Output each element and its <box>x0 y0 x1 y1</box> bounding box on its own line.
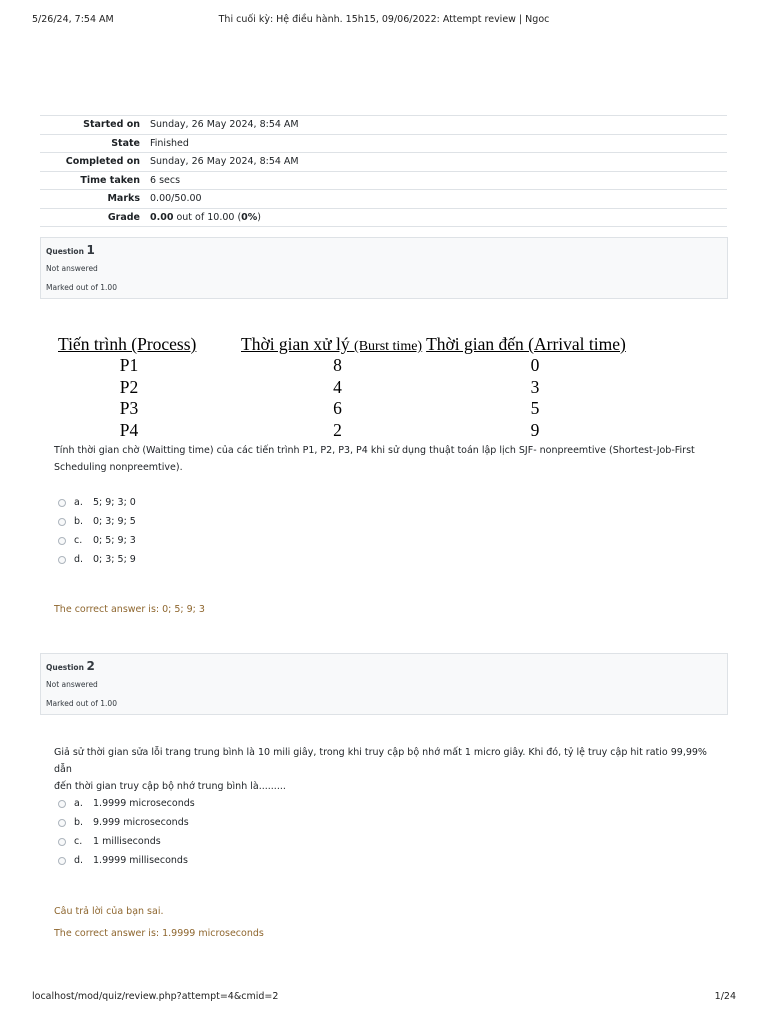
process-name: P1 <box>119 355 139 376</box>
radio-button[interactable] <box>58 556 66 564</box>
question-state: Not answered <box>46 264 98 273</box>
correct-answer-feedback: The correct answer is: 0; 5; 9; 3 <box>54 604 205 615</box>
process-name: P2 <box>119 376 139 397</box>
summary-row-grade <box>40 208 727 227</box>
option-text: 9.999 microseconds <box>93 817 189 828</box>
summary-label: Started on <box>83 119 140 131</box>
radio-button[interactable] <box>58 537 66 545</box>
arrival-time: 5 <box>530 398 540 419</box>
answer-option[interactable] <box>58 550 136 569</box>
grade-end: ) <box>257 211 262 223</box>
option-text: 0; 3; 5; 9 <box>93 554 136 565</box>
grade-value: 0.00 <box>150 211 174 223</box>
option-letter: a. <box>74 798 83 809</box>
summary-label: Time taken <box>80 174 140 186</box>
header-process: Tiến trình (Process) <box>58 334 197 354</box>
radio-button[interactable] <box>58 838 66 846</box>
option-text: 1.9999 milliseconds <box>93 855 188 866</box>
question-text-line: Giả sử thời gian sửa lỗi trang trung bình là 10 mili giây, trong khi truy cập bộ nhớ mất 1 micro giây. Khi đó, tỷ lệ truy cập hit ratio 99,99% dẫn <box>54 747 707 775</box>
option-letter: a. <box>74 497 83 508</box>
process-row <box>58 377 643 399</box>
process-table <box>58 330 643 441</box>
question-2-options <box>58 794 195 870</box>
process-row <box>58 398 643 420</box>
answer-option[interactable] <box>58 832 195 851</box>
question-number <box>46 659 722 673</box>
summary-label: Completed on <box>65 156 140 168</box>
option-letter: c. <box>74 535 83 546</box>
answer-option[interactable] <box>58 512 136 531</box>
question-number-value: 2 <box>86 659 95 673</box>
summary-row-started <box>40 116 727 135</box>
question-state: Not answered <box>46 680 98 689</box>
question-1-text <box>54 442 714 476</box>
summary-row-marks <box>40 190 727 209</box>
summary-row-state <box>40 134 727 153</box>
summary-label: Marks <box>107 193 140 205</box>
option-text: 0; 5; 9; 3 <box>93 535 136 546</box>
question-marked-out-of: Marked out of 1.00 <box>46 699 117 708</box>
option-letter: d. <box>74 554 84 565</box>
summary-value <box>150 208 727 227</box>
summary-value: Sunday, 26 May 2024, 8:54 AM <box>150 119 299 131</box>
option-letter: b. <box>74 817 84 828</box>
burst-time: 8 <box>333 355 342 376</box>
summary-row-time-taken <box>40 171 727 190</box>
summary-row-completed <box>40 153 727 172</box>
header-burst-en: (Burst time) <box>354 339 423 354</box>
process-name: P4 <box>119 419 139 440</box>
option-text: 1.9999 microseconds <box>93 798 195 809</box>
question-number <box>46 243 722 257</box>
print-page-title: Thi cuối kỳ: Hệ điều hành. 15h15, 09/06/2022: Attempt review | Ngoc <box>218 14 550 25</box>
answer-option[interactable] <box>58 813 195 832</box>
print-header <box>32 14 736 25</box>
header-burst-vi: Thời gian xử lý <box>241 334 350 354</box>
radio-button[interactable] <box>58 857 66 865</box>
answer-option[interactable] <box>58 794 195 813</box>
burst-time: 2 <box>333 419 342 440</box>
question-2-info <box>40 653 728 715</box>
summary-value: 0.00/50.00 <box>150 193 202 205</box>
burst-time: 6 <box>333 398 342 419</box>
radio-button[interactable] <box>58 518 66 526</box>
arrival-time: 9 <box>530 419 540 440</box>
summary-value: Sunday, 26 May 2024, 8:54 AM <box>150 156 299 168</box>
arrival-time: 3 <box>530 376 540 397</box>
question-number-value: 1 <box>86 243 95 257</box>
print-url: localhost/mod/quiz/review.php?attempt=4&cmid=2 <box>32 991 279 1002</box>
question-1-info <box>40 237 728 299</box>
question-2-text <box>54 744 714 795</box>
attempt-summary-table <box>40 115 727 227</box>
summary-value: Finished <box>150 137 189 149</box>
question-1-options <box>58 493 136 569</box>
question-word: Question <box>46 247 84 256</box>
radio-button[interactable] <box>58 800 66 808</box>
summary-label: State <box>111 137 140 149</box>
print-page-number: 1/24 <box>714 991 736 1002</box>
summary-value: 6 secs <box>150 174 181 186</box>
print-datetime: 5/26/24, 7:54 AM <box>32 14 114 25</box>
option-text: 1 milliseconds <box>93 836 161 847</box>
process-name: P3 <box>119 398 139 419</box>
question-text-line: đến thời gian truy cập bộ nhớ trung bình là......... <box>54 781 286 792</box>
question-text-line: Scheduling nonpreemtive). <box>54 462 183 473</box>
print-footer <box>32 991 736 1002</box>
option-letter: c. <box>74 836 83 847</box>
summary-label: Grade <box>107 211 140 223</box>
option-text: 0; 3; 9; 5 <box>93 516 136 527</box>
header-burst-time <box>241 334 422 355</box>
option-letter: d. <box>74 855 84 866</box>
question-marked-out-of: Marked out of 1.00 <box>46 283 117 292</box>
radio-button[interactable] <box>58 819 66 827</box>
question-text-line: Tính thời gian chờ (Waitting time) của các tiến trình P1, P2, P3, P4 khi sử dụng thuật toán lập lịch SJF- nonpreemtive (Shortest-Job-First <box>54 445 695 456</box>
grade-percent: 0% <box>241 211 258 223</box>
process-row <box>58 420 643 442</box>
correct-answer-feedback: The correct answer is: 1.9999 microseconds <box>54 928 264 939</box>
answer-option[interactable] <box>58 531 136 550</box>
question-word: Question <box>46 663 84 672</box>
answer-option[interactable] <box>58 851 195 870</box>
wrong-answer-feedback: Câu trả lời của bạn sai. <box>54 906 164 917</box>
grade-mid: out of 10.00 ( <box>173 211 242 223</box>
radio-button[interactable] <box>58 499 66 507</box>
arrival-time: 0 <box>530 355 540 376</box>
answer-option[interactable] <box>58 493 136 512</box>
option-letter: b. <box>74 516 84 527</box>
burst-time: 4 <box>333 376 342 397</box>
option-text: 5; 9; 3; 0 <box>93 497 136 508</box>
header-arrival-time: Thời gian đến (Arrival time) <box>426 334 626 354</box>
process-row <box>58 355 643 377</box>
process-table-header <box>58 330 643 355</box>
